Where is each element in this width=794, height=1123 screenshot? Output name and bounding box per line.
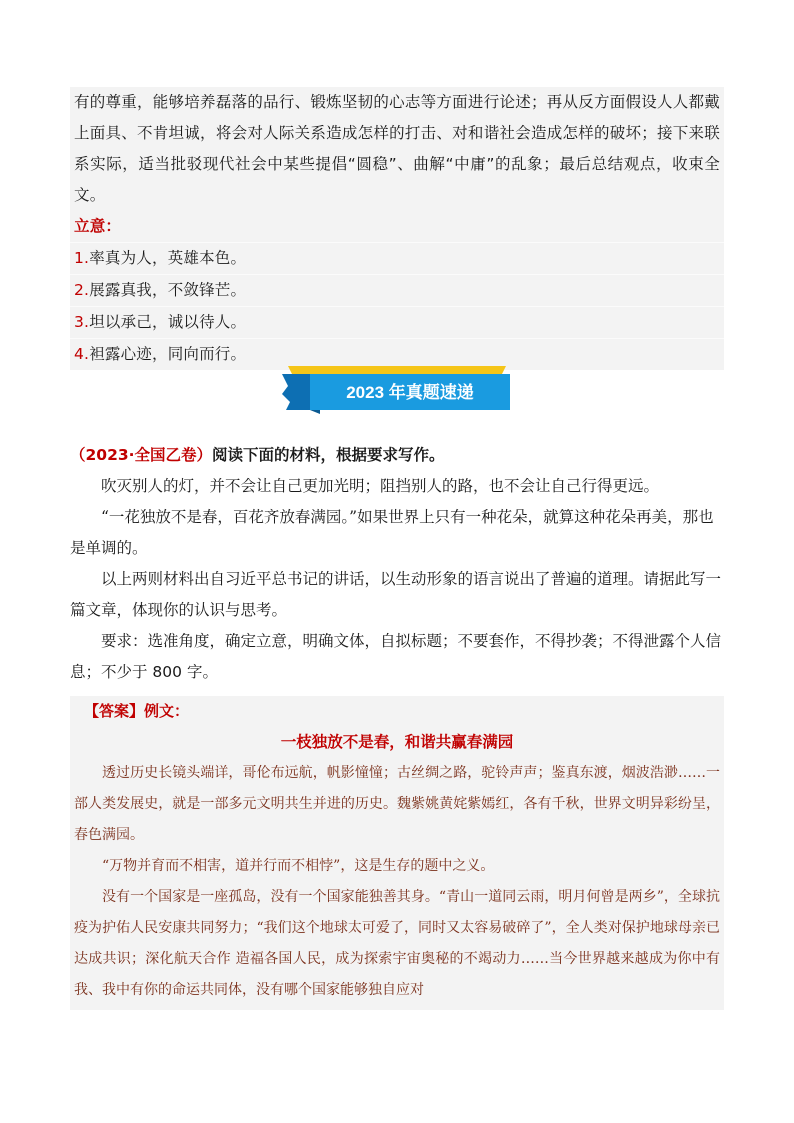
sample-answer-box [70, 696, 724, 1010]
idea-text: 展露真我，不敛锋芒。 [89, 281, 247, 299]
material-paragraph: 吹灭别人的灯，并不会让自己更加光明；阻挡别人的路，也不会让自己行得更远。 [101, 477, 660, 495]
idea-item [70, 306, 724, 338]
banner-title: 2023 年真题速递 [346, 383, 474, 402]
answer-label: 【答案】例文： [84, 702, 190, 720]
essay-paragraph: 没有一个国家是一座孤岛，没有一个国家能独善其身。“青山一道同云雨，明月何曾是两乡”，全球抗疫为护佑人民安康共同努力；“我们这个地球太可爱了，同时又太容易破碎了”，全人类对保护地球母亲已达成共识；深化航天合作 造福各国人民，成为探索宇宙奥秘的不竭动力……当今世界越来越成为你中有我、我中有你的命运共同体，没有哪个国家能够独自应对 [74, 889, 720, 998]
idea-text: 坦以承己，诚以待人。 [89, 313, 247, 331]
banner-accent-stripe [288, 366, 506, 374]
guidance-paragraph: 有的尊重，能够培养磊落的品行、锻炼坚韧的心志等方面进行论述；再从反方面假设人人都戴上面具、不肯坦诚，将会对人际关系造成怎样的打击、对和谐社会造成怎样的破坏；接下来联系实际，适当批驳现代社会中某些提倡“圆稳”、曲解“中庸”的乱象；最后总结观点，收束全文。 [74, 93, 720, 204]
banner-fold [310, 410, 320, 414]
task-paragraph: 以上两则材料出自习近平总书记的讲话，以生动形象的语言说出了普遍的道理。请据此写一篇文章，体现你的认识与思考。 [70, 570, 722, 619]
question-heading [70, 440, 724, 471]
section-banner [280, 364, 512, 414]
requirements-paragraph: 要求：选准角度，确定立意，明确文体，自拟标题；不要套作，不得抄袭；不得泄露个人信息；不少于 800 字。 [70, 632, 722, 681]
question-source: （2023·全国乙卷） [70, 446, 213, 464]
idea-number: 1. [74, 249, 90, 267]
essay-paragraph: 透过历史长镜头端详，哥伦布远航，帆影憧憧；古丝绸之路，驼铃声声；鉴真东渡，烟波浩渺……一部人类发展史，就是一部多元文明共生并进的历史。魏紫姚黄姹紫嫣红，各有千秋，世界文明异彩纷呈，春色满园。 [74, 765, 720, 843]
idea-text: 袒露心迹，同向而行。 [89, 345, 247, 363]
essay-guidance-box [70, 87, 724, 370]
essay-paragraph: “万物并育而不相害，道并行而不相悖”，这是生存的题中之义。 [102, 858, 495, 874]
exam-question [70, 440, 724, 688]
idea-number: 2. [74, 281, 90, 299]
ideas-heading: 立意： [74, 217, 122, 235]
material-paragraph: “一花独放不是春，百花齐放春满园。”如果世界上只有一种花朵，就算这种花朵再美，那也是单调的。 [70, 508, 714, 557]
idea-text: 率真为人，英雄本色。 [89, 249, 247, 267]
essay-title: 一枝独放不是春，和谐共赢春满园 [280, 733, 514, 751]
idea-number: 4. [74, 345, 90, 363]
question-instruction: 阅读下面的材料，根据要求写作。 [212, 446, 445, 464]
idea-item [70, 274, 724, 306]
idea-item [70, 242, 724, 274]
idea-number: 3. [74, 313, 90, 331]
